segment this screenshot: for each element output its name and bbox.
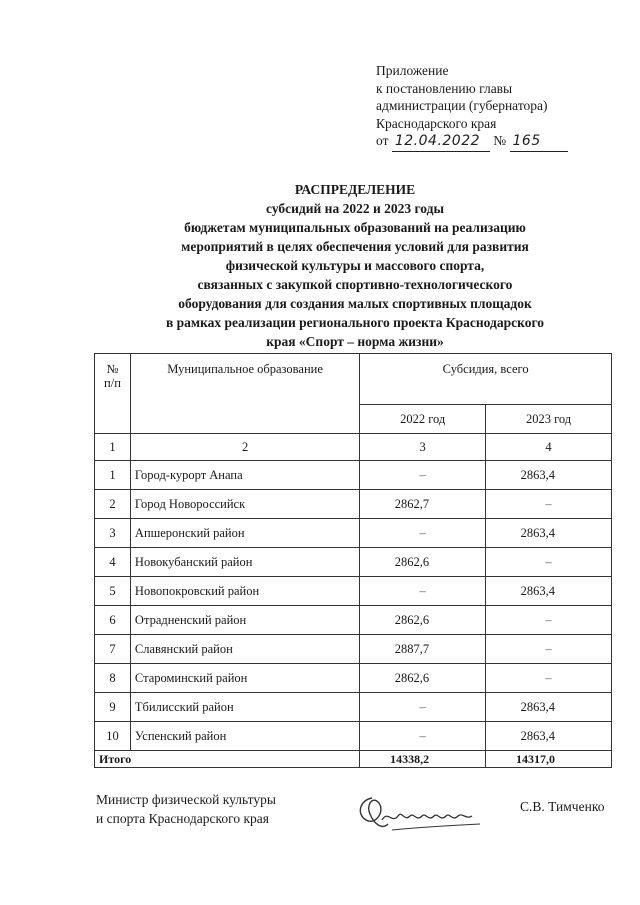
- subsidy-2022: 2862,7: [360, 490, 486, 519]
- document-heading: [100, 180, 610, 351]
- handwritten-signature: [352, 780, 502, 840]
- subsidy-2022: 2862,6: [360, 548, 486, 577]
- municipality-name: Успенский район: [130, 722, 359, 751]
- table-header-row: [95, 354, 612, 405]
- subsidy-2022: 2862,6: [360, 664, 486, 693]
- subsidy-2023: –: [486, 606, 612, 635]
- heading-line: мероприятий в целях обеспечения условий для развития: [181, 239, 529, 254]
- handwritten-date: 12.04.2022: [392, 133, 490, 152]
- table-row: [95, 461, 612, 490]
- appendix-line: к постановлению главы: [376, 80, 513, 96]
- subsidy-2023: –: [486, 490, 612, 519]
- heading-line: физической культуры и массового спорта,: [225, 258, 485, 273]
- header-2023: 2023 год: [486, 405, 612, 434]
- table-row: [95, 519, 612, 548]
- subsidy-2022: –: [360, 461, 486, 490]
- subsidy-2023: –: [486, 664, 612, 693]
- heading-line: бюджетам муниципальных образований на реализацию: [184, 220, 526, 235]
- table-row: [95, 577, 612, 606]
- table-row: [95, 606, 612, 635]
- header-2022: 2022 год: [360, 405, 486, 434]
- municipality-name: Новопокровский район: [130, 577, 359, 606]
- table-row: [95, 635, 612, 664]
- subsidy-2023: 2863,4: [486, 722, 612, 751]
- subsidy-2023: –: [486, 548, 612, 577]
- row-number: 5: [95, 577, 131, 606]
- appendix-line: Приложение: [376, 63, 449, 78]
- heading-line: субсидий на 2022 и 2023 годы: [266, 201, 444, 216]
- subsidy-table: [94, 353, 612, 768]
- table-row: [95, 490, 612, 519]
- subsidy-2022: –: [360, 577, 486, 606]
- position-line: Министр физической культуры: [96, 792, 276, 807]
- table-body: [95, 461, 612, 751]
- row-number: 4: [95, 548, 131, 577]
- column-number: 3: [360, 434, 486, 461]
- row-number: 2: [95, 490, 131, 519]
- table-row: [95, 664, 612, 693]
- column-number: 4: [486, 434, 612, 461]
- document-title: РАСПРЕДЕЛЕНИЕ: [294, 182, 416, 197]
- table-row: [95, 548, 612, 577]
- row-number: 3: [95, 519, 131, 548]
- signatory-position: [96, 790, 276, 828]
- appendix-line: Краснодарского края: [376, 115, 497, 131]
- table-row: [95, 722, 612, 751]
- subsidy-2023: 2863,4: [486, 461, 612, 490]
- column-number: 2: [130, 434, 359, 461]
- column-numbering-row: [95, 434, 612, 461]
- row-number: 8: [95, 664, 131, 693]
- signatory-name: С.В. Тимченко: [520, 799, 605, 814]
- heading-line: в рамках реализации регионального проекта Краснодарского: [165, 315, 545, 330]
- municipality-name: Тбилисский район: [130, 693, 359, 722]
- row-number: 10: [95, 722, 131, 751]
- municipality-name: Город Новороссийск: [130, 490, 359, 519]
- header-subsidy-total: Субсидия, всего: [360, 354, 612, 405]
- appendix-date-line: [376, 132, 568, 152]
- row-number: 7: [95, 635, 131, 664]
- appendix-line: администрации (губернатора): [376, 98, 548, 113]
- from-label: от: [376, 133, 389, 148]
- subsidy-2023: 2863,4: [486, 577, 612, 606]
- row-number: 9: [95, 693, 131, 722]
- subsidy-2022: 2887,7: [360, 635, 486, 664]
- appendix-block: [376, 62, 568, 152]
- position-line: и спорта Краснодарского края: [96, 811, 269, 826]
- column-number: 1: [95, 434, 131, 461]
- municipality-name: Отрадненский район: [130, 606, 359, 635]
- header-num: № п/п: [95, 354, 131, 434]
- number-sign: №: [493, 133, 507, 148]
- subsidy-2023: –: [486, 635, 612, 664]
- total-2022: 14338,2: [360, 751, 486, 768]
- total-label: Итого: [95, 751, 360, 768]
- header-municipality: Муниципальное образование: [130, 354, 359, 434]
- municipality-name: Город-курорт Анапа: [130, 461, 359, 490]
- subsidy-2023: 2863,4: [486, 519, 612, 548]
- municipality-name: Славянский район: [130, 635, 359, 664]
- municipality-name: Апшеронский район: [130, 519, 359, 548]
- subsidy-2022: –: [360, 519, 486, 548]
- row-number: 6: [95, 606, 131, 635]
- subsidy-2023: 2863,4: [486, 693, 612, 722]
- total-row: [95, 751, 612, 768]
- subsidy-2022: –: [360, 693, 486, 722]
- municipality-name: Староминский район: [130, 664, 359, 693]
- heading-line: связанных с закупкой спортивно-технологического: [197, 277, 513, 292]
- handwritten-number: 165: [510, 133, 568, 152]
- total-2023: 14317,0: [486, 751, 612, 768]
- subsidy-2022: –: [360, 722, 486, 751]
- table-row: [95, 693, 612, 722]
- heading-line: края «Спорт – норма жизни»: [266, 334, 444, 349]
- heading-line: оборудования для создания малых спортивных площадок: [178, 296, 532, 311]
- municipality-name: Новокубанский район: [130, 548, 359, 577]
- row-number: 1: [95, 461, 131, 490]
- subsidy-2022: 2862,6: [360, 606, 486, 635]
